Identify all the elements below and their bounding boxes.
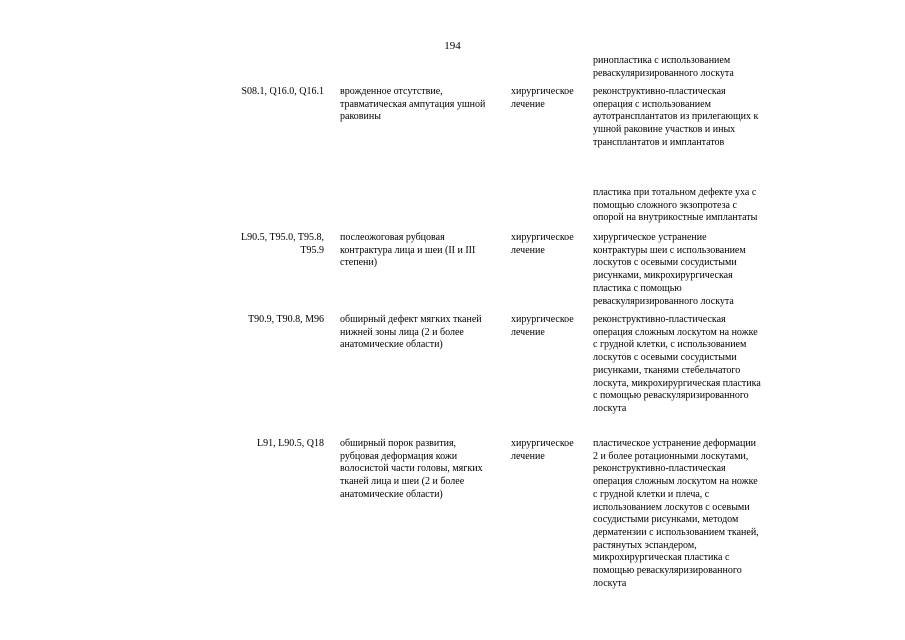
treatment-type: хирургическое лечение [511, 314, 574, 338]
condition-text: обширный дефект мягких тканей нижней зоны лица (2 и более анатомические области) [340, 314, 482, 351]
page-number: 194 [444, 40, 461, 52]
method-text: реконструктивно-пластическая операция сложным лоскутом на ножке с грудной клетки, с использованием лоскутов с осевыми сосудистыми рисунками, тканями стебельчатого лоскута, микрохирургическая пластика с помощью реваскуляризированного лоскута [593, 314, 761, 414]
condition-text: врожденное отсутствие, травматическая ампутация ушной раковины [340, 86, 486, 123]
diagnosis-code: L91, L90.5, Q18 [257, 438, 324, 449]
condition-text: послеожоговая рубцовая контрактура лица и шеи (II и III степени) [340, 232, 476, 269]
diagnosis-code: T90.9, T90.8, M96 [248, 314, 324, 325]
continued-method-text: ринопластика с использованием реваскуляризированного лоскута [593, 55, 734, 79]
treatment-type: хирургическое лечение [511, 438, 574, 462]
diagnosis-code: L90.5, T95.0, T95.8, T95.9 [241, 232, 324, 256]
method-text: хирургическое устранение контрактуры шеи с использованием лоскутов с осевыми сосудистыми рисунками, микрохирургическая пластика с помощью реваскуляризированного лоскута [593, 232, 746, 307]
method-text: реконструктивно-пластическая операция с использованием аутотрансплантатов из прилегающих к ушной раковине участков и иных трансплантатов и имплантатов [593, 86, 759, 148]
method-text: пластика при тотальном дефекте уха с помощью сложного экзопротеза с опорой на внутрикостные имплантаты [593, 187, 758, 224]
method-text: пластическое устранение деформации 2 и более ротационными лоскутами, реконструктивно-пластическая операция сложным лоскутом на ножке с грудной клетки и плеча, с использованием лоскутов с осевыми сосудистыми рисунками, методом дерматензии с использованием тканей, растянутых эспандером, микрохирургическая пластика с помощью реваскуляризированного лоскута [593, 438, 759, 589]
diagnosis-code: S08.1, Q16.0, Q16.1 [241, 86, 324, 97]
treatment-type: хирургическое лечение [511, 86, 574, 110]
treatment-type: хирургическое лечение [511, 232, 574, 256]
condition-text: обширный порок развития, рубцовая деформация кожи волосистой части головы, мягких тканей лица и шеи (2 и более анатомические области) [340, 438, 483, 500]
